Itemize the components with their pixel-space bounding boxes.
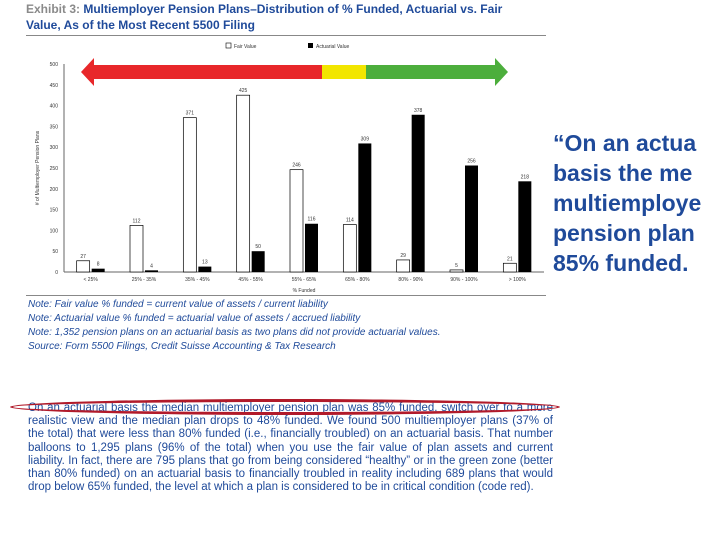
exhibit-label: Exhibit 3: bbox=[26, 2, 81, 16]
bar-actuarial-value bbox=[305, 224, 318, 272]
legend-swatch-actuarial-value bbox=[308, 43, 313, 48]
bar-actuarial-value bbox=[465, 166, 478, 272]
bar-fair-value bbox=[397, 260, 410, 272]
callout-line: basis the me bbox=[553, 160, 693, 186]
callout-line: “On an actua bbox=[553, 130, 697, 156]
bar-chart bbox=[26, 36, 548, 296]
bar-fair-value bbox=[183, 118, 196, 272]
bar-fair-value bbox=[130, 225, 143, 272]
green-zone-arrow bbox=[366, 58, 508, 86]
chart-title-line2: Value, As of the Most Recent 5500 Filing bbox=[26, 18, 255, 32]
data-label-fair-value: 21 bbox=[507, 256, 513, 263]
chart-title-text: Multiemployer Pension Plans–Distribution of % Funded, Actuarial vs. Fair bbox=[83, 2, 503, 16]
y-tick-label: 150 bbox=[49, 207, 58, 214]
x-tick-label: 55% - 65% bbox=[291, 277, 317, 283]
x-tick-label: 35% - 45% bbox=[185, 277, 210, 283]
callout-line: 85% funded. bbox=[553, 250, 689, 276]
callout-quote bbox=[553, 128, 720, 278]
y-tick-label: 100 bbox=[49, 228, 58, 235]
x-axis-label: % Funded bbox=[292, 288, 316, 294]
legend-swatch-fair-value bbox=[226, 43, 231, 48]
bar-fair-value bbox=[503, 263, 516, 272]
data-label-actuarial-value: 378 bbox=[413, 107, 423, 114]
bar-actuarial-value bbox=[92, 269, 105, 272]
note-fair-value: Note: Fair value % funded = current value of assets / current liability bbox=[28, 299, 328, 310]
bar-actuarial-value bbox=[252, 251, 265, 272]
data-label-actuarial-value: 218 bbox=[520, 174, 530, 181]
bar-fair-value bbox=[77, 261, 90, 272]
y-tick-label: 0 bbox=[55, 270, 58, 276]
x-tick-label: > 100% bbox=[508, 277, 526, 283]
data-label-actuarial-value: 309 bbox=[360, 136, 370, 143]
x-tick-label: 65% - 80% bbox=[345, 277, 370, 283]
x-tick-label: 45% - 55% bbox=[238, 277, 263, 283]
x-tick-label: < 25% bbox=[83, 277, 98, 283]
data-label-fair-value: 27 bbox=[80, 253, 86, 260]
data-label-fair-value: 114 bbox=[345, 217, 354, 224]
legend-label-fair-value: Fair Value bbox=[234, 44, 257, 50]
data-label-actuarial-value: 116 bbox=[307, 216, 316, 223]
y-tick-label: 300 bbox=[49, 145, 58, 152]
body-paragraph: On an actuarial basis the median multiemployer pension plan was 85% funded, switch over to a more realistic view and the median plan drops to 48% funded. We found 500 multiemployer plans (37% of the total) that were less than 80% funded (i.e., financially troubled) on an actuarial basis. That number balloons to 1,295 plans (96% of the total) when you use the fair value of plan assets and current liability. In fact, there are 795 plans that go from being considered “healthy” or in the green zone (better than 80% funded) on an actuarial basis to financially troubled in reality including 689 plans that would drop below 65% funded, the level at which a plan is considered to be in critical condition (code red). bbox=[28, 402, 553, 494]
y-tick-label: 400 bbox=[49, 103, 58, 110]
note-actuarial-value: Note: Actuarial value % funded = actuarial value of assets / accrued liability bbox=[28, 313, 361, 324]
data-label-actuarial-value: 13 bbox=[202, 259, 208, 266]
data-label-fair-value: 425 bbox=[238, 88, 248, 95]
callout-line: multiemploye bbox=[553, 190, 702, 216]
bar-actuarial-value bbox=[145, 270, 158, 272]
y-tick-label: 450 bbox=[49, 82, 58, 89]
data-label-fair-value: 246 bbox=[292, 162, 301, 169]
data-label-actuarial-value: 4 bbox=[150, 263, 153, 270]
y-tick-label: 500 bbox=[49, 62, 58, 68]
data-label-fair-value: 29 bbox=[400, 252, 406, 259]
bar-fair-value bbox=[237, 95, 250, 272]
x-tick-label: 25% - 35% bbox=[131, 277, 157, 283]
bar-fair-value bbox=[450, 270, 463, 272]
highlight-ellipse bbox=[10, 399, 560, 415]
data-label-fair-value: 5 bbox=[455, 262, 458, 269]
data-label-actuarial-value: 50 bbox=[255, 244, 261, 251]
chart-bottom-rule bbox=[26, 295, 546, 296]
y-tick-label: 250 bbox=[49, 166, 58, 172]
data-label-actuarial-value: 256 bbox=[467, 158, 476, 165]
bar-fair-value bbox=[343, 225, 356, 272]
x-tick-label: 80% - 90% bbox=[398, 277, 423, 283]
note-plan-count: Note: 1,352 pension plans on an actuarial basis as two plans did not provide actuarial values. bbox=[28, 327, 441, 338]
chart-title-line1 bbox=[26, 2, 502, 16]
x-tick-label: 90% - 100% bbox=[450, 277, 478, 283]
yellow-zone-band bbox=[322, 65, 366, 79]
bar-actuarial-value bbox=[198, 267, 211, 272]
legend-label-actuarial-value: Actuarial Value bbox=[316, 44, 350, 50]
notes-block bbox=[28, 298, 548, 354]
y-axis-label: # of Multiemployer Pension Plans bbox=[35, 130, 41, 206]
bar-fair-value bbox=[290, 170, 303, 272]
bar-actuarial-value bbox=[358, 143, 371, 272]
y-tick-label: 350 bbox=[49, 124, 58, 131]
y-tick-label: 50 bbox=[52, 249, 58, 256]
y-tick-label: 200 bbox=[49, 186, 58, 193]
red-zone-arrow bbox=[81, 58, 322, 86]
bar-actuarial-value bbox=[518, 181, 531, 272]
bar-actuarial-value bbox=[412, 115, 425, 272]
data-label-actuarial-value: 8 bbox=[96, 261, 100, 268]
callout-line: pension plan bbox=[553, 220, 695, 246]
data-label-fair-value: 112 bbox=[132, 218, 141, 225]
data-label-fair-value: 371 bbox=[185, 110, 195, 117]
source-note: Source: Form 5500 Filings, Credit Suisse Accounting & Tax Research bbox=[28, 341, 336, 352]
